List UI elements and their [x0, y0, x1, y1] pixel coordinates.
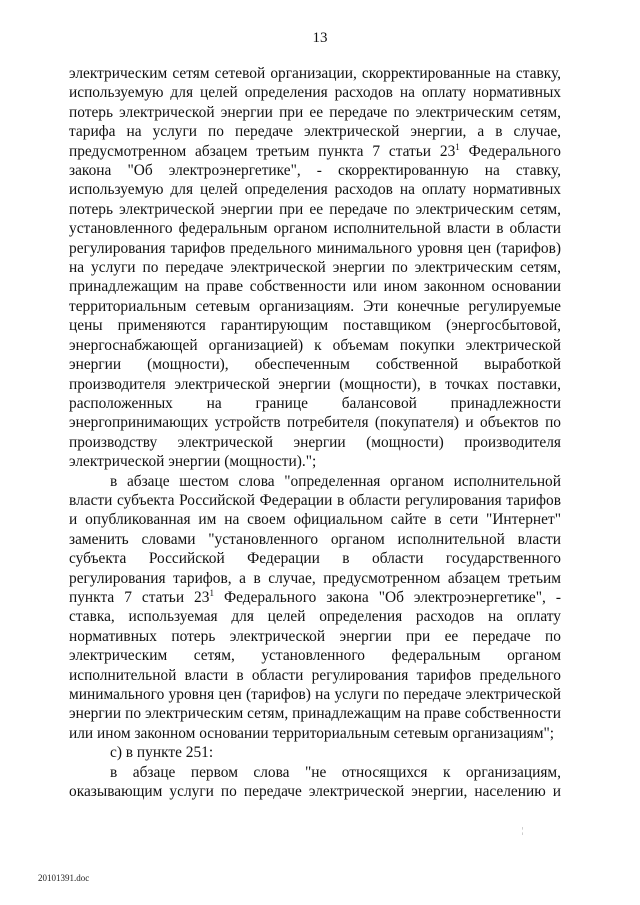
footer-filename: 20101391.doc: [38, 873, 90, 883]
paragraph-subitem: [69, 743, 561, 762]
paragraph-text: в абзаце первом слова "не относящихся к организациям, оказывающим услуги по передаче электрической энергии, населению и: [69, 763, 561, 801]
document-body: [69, 64, 561, 801]
margin-mark: ¦: [522, 826, 524, 835]
paragraph-text: Федерального закона "Об электроэнергетике", - ставка, используемая для целей определения расходов на оплату нормативных потерь электрической энергии при ее передаче по электрическим сетям, установленного федеральным органом исполнительной власти в области регулирования тарифов предельного минимального уровня цен (тарифов) на услуги по передаче электрической энергии по электрическим сетям, принадлежащим на праве собственности или ином законном основании территориальным сетевым организациям";: [69, 588, 561, 742]
paragraph-continuation: [69, 64, 561, 472]
superscript: 1: [455, 141, 460, 152]
paragraph-text: в абзаце шестом слова "определенная органом исполнительной власти субъекта Российской Федерации в области регулирования тарифов и опубликованная им на своем официальном сайте в сети "Интернет" заменить словами "установленного органом исполнительной власти субъекта Российской Федерации в области государственного регулирования тарифов, а в случае, предусмотренном абзацем третьим пункта 7 статьи 23: [69, 472, 561, 606]
paragraph-text: Федерального закона "Об электроэнергетике", - скорректированную на ставку, используемую для целей определения расходов на оплату нормативных потерь электрической энергии при ее передаче по электрическим сетям, установленного федеральным органом исполнительной власти в области регулирования тарифов предельного минимального уровня цен (тарифов) на услуги по передаче электрической энергии по электрическим сетям, принадлежащим на праве собственности или ином законном основании территориальным сетевым организациям. Эти конечные регулируемые цены применяются гарантирующим поставщиком (энергосбытовой, энергоснабжающей организацией) к объемам покупки электрической энергии (мощности), обеспеченным собственной выработкой производителя электрической энергии (мощности), в точках поставки, расположенных на границе балансовой принадлежности энергопринимающих устройств потребителя (покупателя) и объектов по производству электрической энергии (мощности) производителя электрической энергии (мощности).";: [69, 142, 561, 471]
superscript: 1: [209, 587, 214, 598]
paragraph-text: электрическим сетям сетевой организации, скорректированные на ставку, используемую для целей определения расходов на оплату нормативных потерь электрической энергии при ее передаче по электрическим сетям, тарифа на услуги по передаче электрической энергии, а в случае, предусмотренном абзацем третьим пункта 7 статьи 23: [69, 65, 561, 160]
paragraph-text: с) в пункте 251:: [110, 744, 214, 762]
paragraph-amendment: [69, 472, 561, 744]
page-number: 13: [312, 30, 328, 46]
paragraph-amendment-cont: [69, 763, 561, 802]
